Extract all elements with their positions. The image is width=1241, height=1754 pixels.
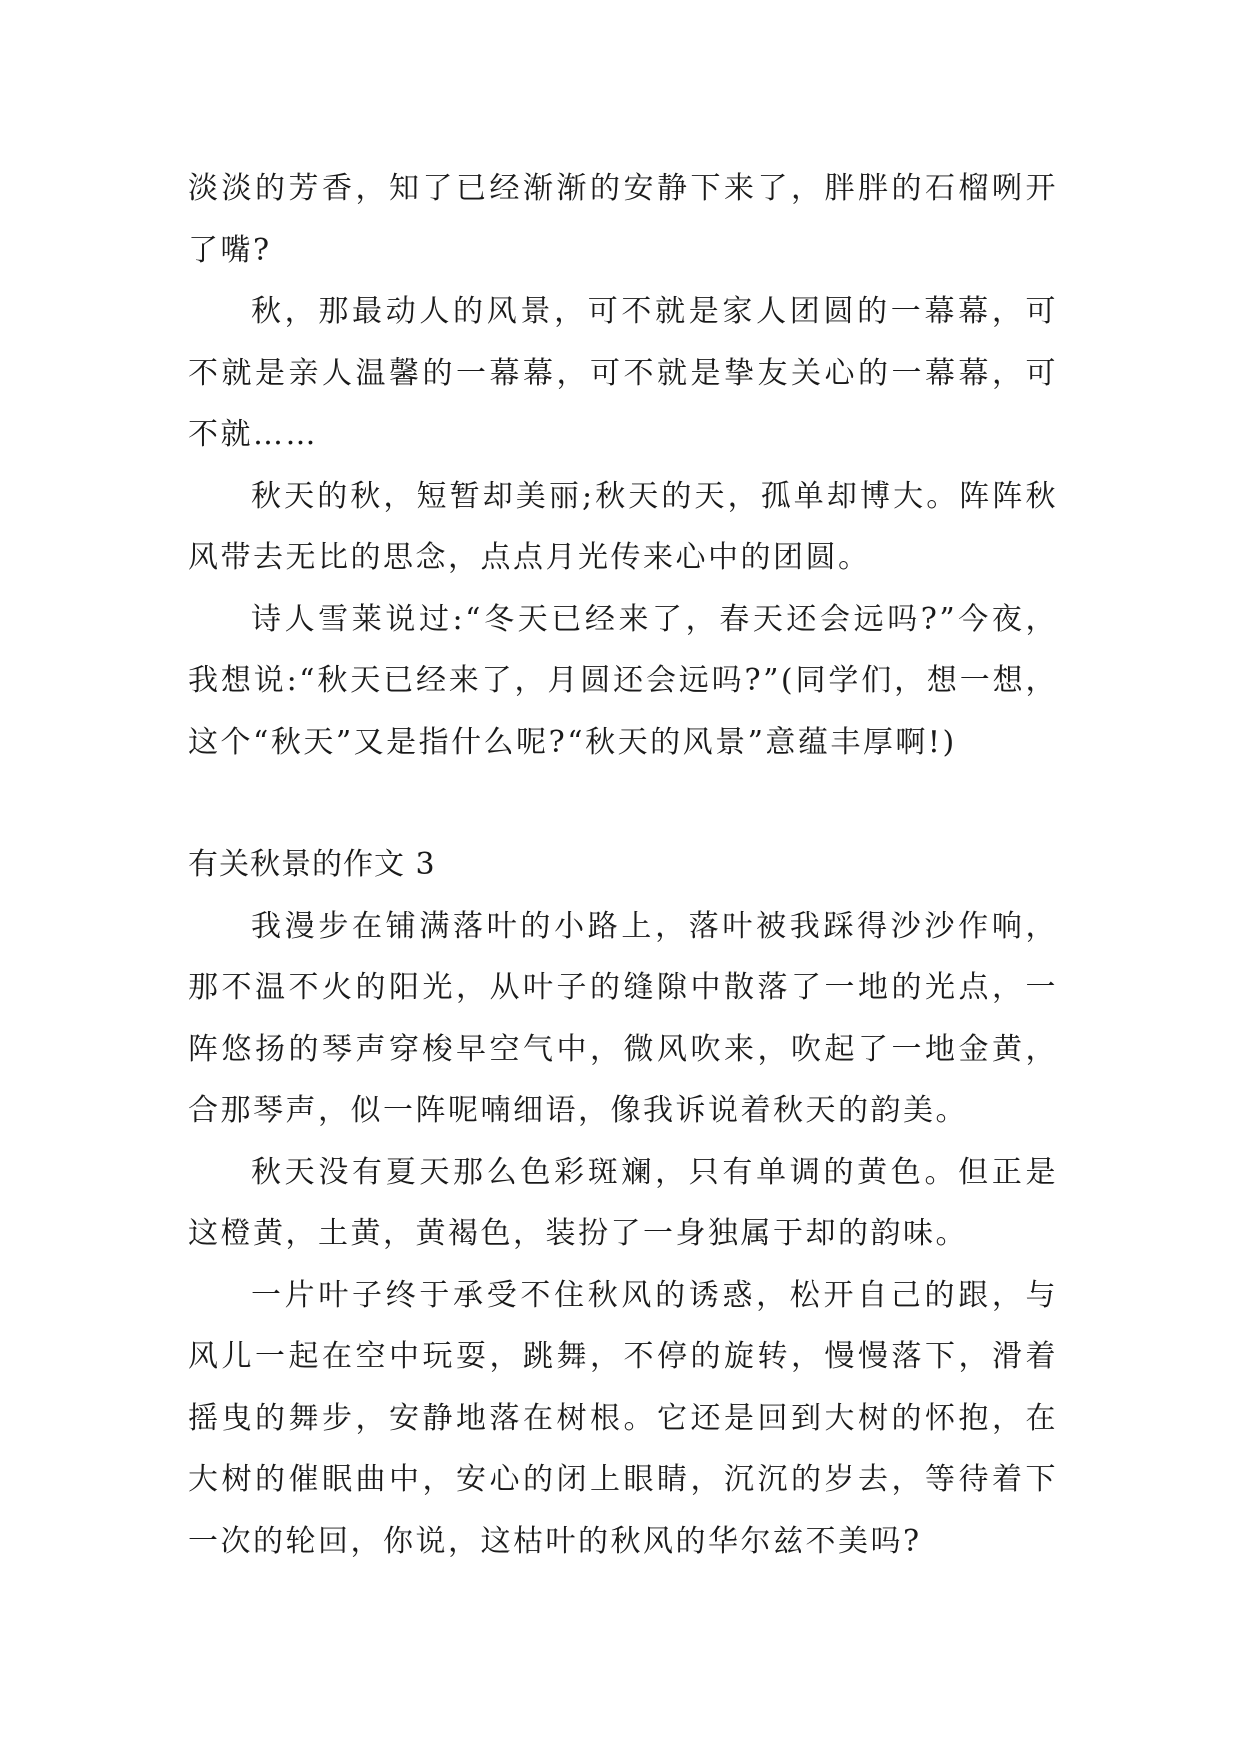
paragraph: 诗人雪莱说过:“冬天已经来了，春天还会远吗?”今夜，我想说:“秋天已经来了，月圆还会远吗?”(同学们，想一想，这个“秋天”又是指什么呢?“秋天的风景”意蕴丰厚啊!) — [188, 601, 1058, 760]
paragraph: 秋天没有夏天那么色彩斑斓，只有单调的黄色。但正是这橙黄，土黄，黄褐色，装扮了一身独属于却的韵味。 — [188, 1154, 1058, 1251]
document-body — [188, 158, 1058, 1572]
paragraph-continued: 淡淡的芳香，知了已经渐渐的安静下来了，胖胖的石榴咧开了嘴? — [188, 171, 1058, 268]
paragraph: 秋天的秋，短暂却美丽;秋天的天，孤单却博大。阵阵秋风带去无比的思念，点点月光传来心中的团圆。 — [188, 478, 1058, 575]
paragraph: 秋，那最动人的风景，可不就是家人团圆的一幕幕，可不就是亲人温馨的一幕幕，可不就是挚友关心的一幕幕，可不就…… — [188, 294, 1058, 452]
paragraph: 一片叶子终于承受不住秋风的诱惑，松开自己的跟，与风儿一起在空中玩耍，跳舞，不停的旋转，慢慢落下，滑着摇曳的舞步，安静地落在树根。它还是回到大树的怀抱，在大树的催眠曲中，安心的闭上眼睛，沉沉的岁去，等待着下一次的轮回，你说，这枯叶的秋风的华尔兹不美吗? — [188, 1277, 1058, 1559]
paragraph: 我漫步在铺满落叶的小路上，落叶被我踩得沙沙作响，那不温不火的阳光，从叶子的缝隙中散落了一地的光点，一阵悠扬的琴声穿梭早空气中，微风吹来，吹起了一地金黄，合那琴声，似一阵呢喃细语，像我诉说着秋天的韵美。 — [188, 908, 1058, 1128]
section-heading: 有关秋景的作文 3 — [188, 847, 436, 882]
